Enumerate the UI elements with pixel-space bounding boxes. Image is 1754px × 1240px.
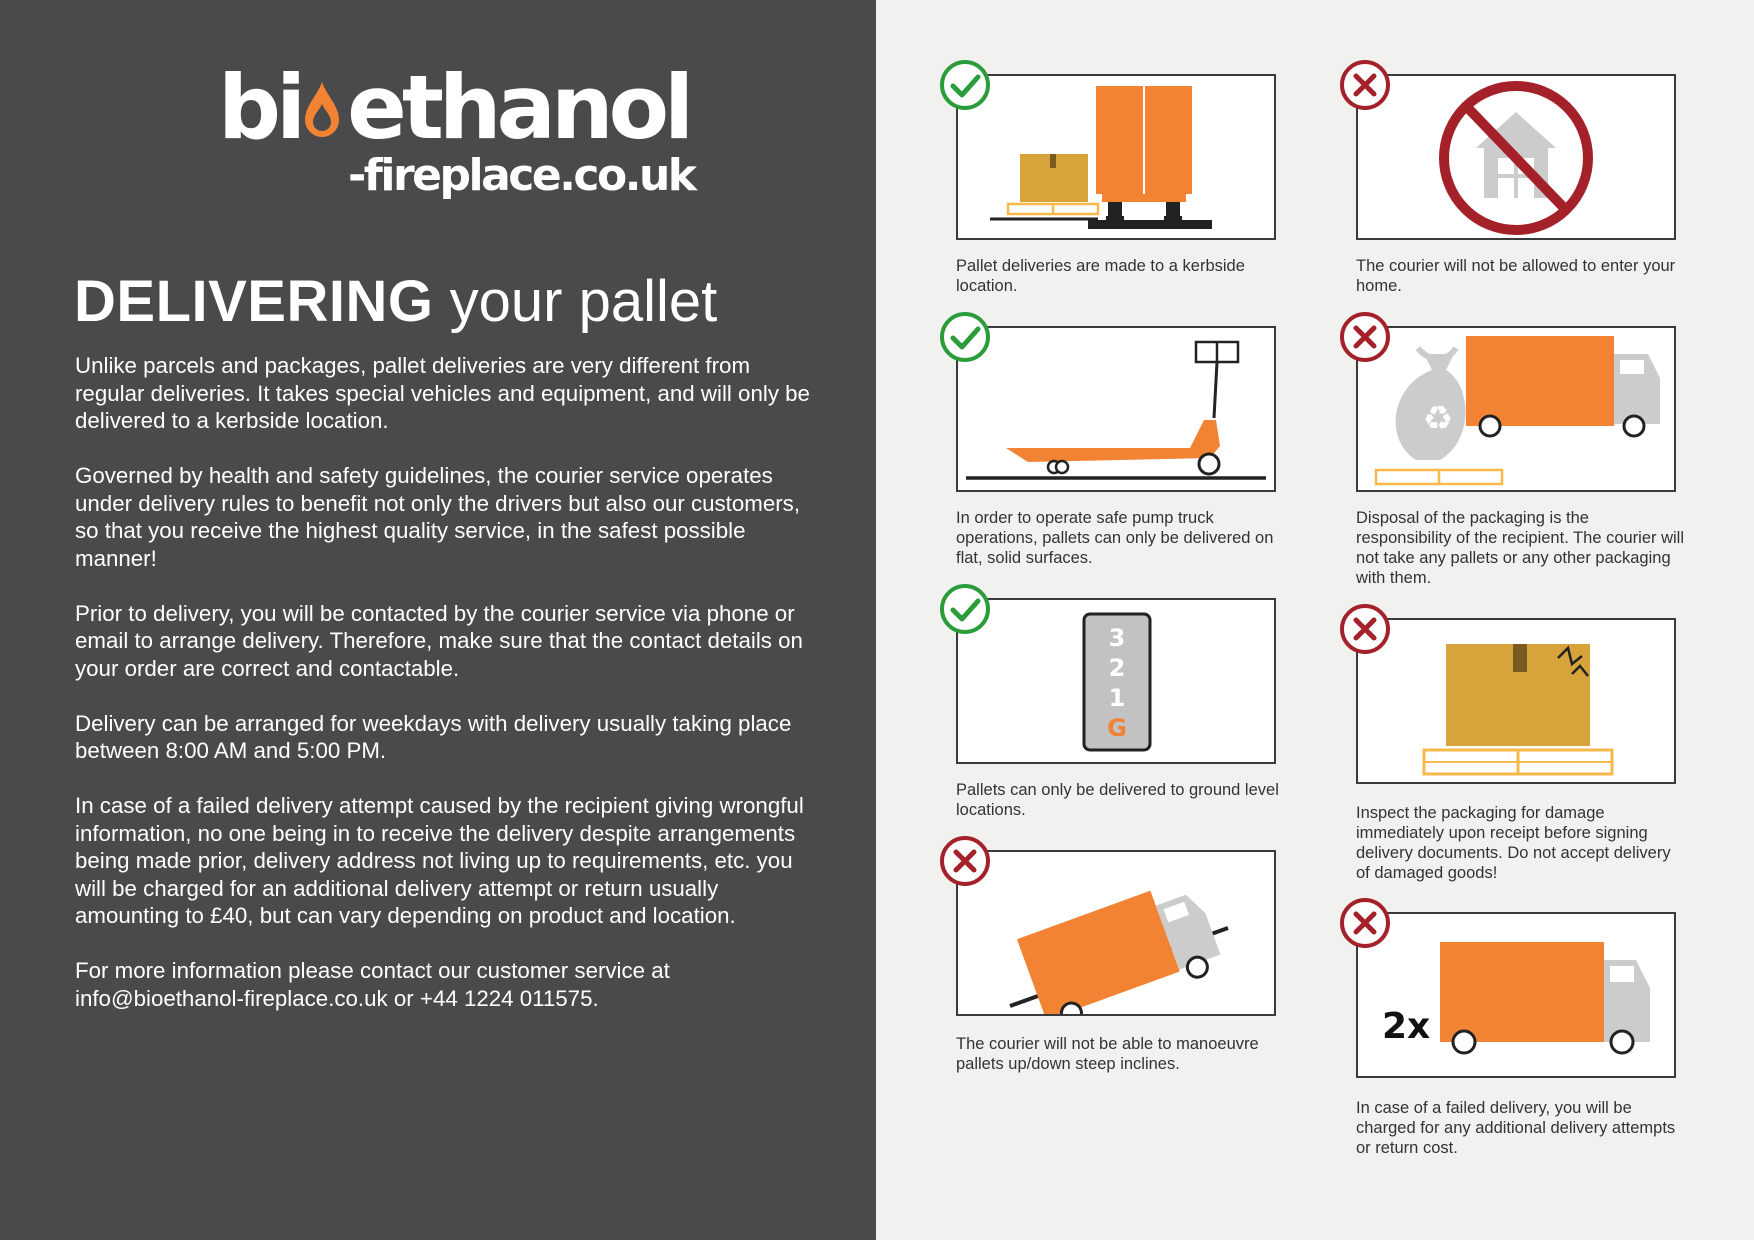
paragraph-more-info: For more information please contact our customer service at info@bioethanol-fireplace.co.uk or +44 1224 011575. <box>75 958 670 1011</box>
contact-phone[interactable]: +44 1224 011575 <box>419 985 593 1011</box>
logo-wordmark <box>218 56 690 159</box>
floor-label: 3 <box>1108 624 1126 652</box>
rule-panel-ground-level <box>956 598 1276 764</box>
rule-caption: Disposal of the packaging is the responsibility of the recipient. The courier will not take any pallets or any other packaging with them. <box>1356 509 1685 587</box>
logo-text-ethanol: ethanol <box>347 56 690 159</box>
rule-panel-pump-truck <box>956 326 1276 492</box>
damaged-box-icon <box>1358 620 1674 782</box>
info-column <box>0 0 876 1240</box>
failed-delivery-icon <box>1358 914 1674 1076</box>
flame-drop-icon <box>303 80 341 140</box>
cross-icon <box>1338 602 1392 656</box>
brand-logo <box>218 56 695 214</box>
no-entry-home-icon <box>1358 76 1674 238</box>
cross-icon <box>1338 58 1392 112</box>
check-icon <box>938 582 992 636</box>
kerbside-pallet-icon <box>958 76 1274 238</box>
floor-label-ground: G <box>1107 714 1127 742</box>
rule-caption: The courier will not be allowed to enter your home. <box>1356 257 1676 295</box>
title-light: your pallet <box>449 269 718 334</box>
rule-caption: Pallets can only be delivered to ground level locations. <box>956 781 1279 819</box>
paragraph-contact: Prior to delivery, you will be contacted by the courier service via phone or email to arrange delivery. Therefore, make sure that the contact details on your order are correct and contactable. <box>75 600 803 681</box>
logo-domain: -fireplace.co.uk <box>348 150 695 201</box>
body-copy <box>75 352 825 1040</box>
pump-truck-icon <box>958 328 1274 490</box>
svg-text:♻: ♻ <box>1422 399 1454 439</box>
cross-icon <box>938 834 992 888</box>
rule-panel-incline <box>956 850 1276 1016</box>
paragraph-rules: Governed by health and safety guidelines, the courier service operates under delivery rules to benefit not only the drivers but also our customers, so that you receive the highest quality service, in the safest possible manner! <box>75 463 801 571</box>
rule-panel-no-entry <box>1356 74 1676 240</box>
multiplier-label: 2x <box>1382 1006 1431 1047</box>
title-bold: DELIVERING <box>74 269 434 334</box>
cross-icon <box>1338 896 1392 950</box>
rule-panel-failed-delivery <box>1356 912 1676 1078</box>
paragraph-failed: In case of a failed delivery attempt caused by the recipient giving wrongful information, no one being in to receive the delivery despite arrangements being made prior, delivery address not living up to requirements, etc. you will be charged for an additional delivery attempt or return usually amounting to £40, but can vary depending on product and location. <box>75 793 804 928</box>
contact-email[interactable]: info@bioethanol-fireplace.co.uk <box>75 985 388 1011</box>
packaging-disposal-icon <box>1358 328 1674 490</box>
paragraph-intro: Unlike parcels and packages, pallet deliveries are very different from regular deliveries. It takes special vehicles and equipment, and will only be delivered to a kerbside location. <box>75 353 810 433</box>
check-icon <box>938 310 992 364</box>
rule-caption: In order to operate safe pump truck operations, pallets can only be delivered on flat, solid surfaces. <box>956 509 1274 567</box>
rule-caption: Pallet deliveries are made to a kerbside location. <box>956 257 1245 295</box>
floor-label: 1 <box>1108 684 1126 712</box>
rule-panel-kerbside <box>956 74 1276 240</box>
ground-floor-icon <box>958 600 1274 762</box>
logo-text-bi: bi <box>218 56 302 159</box>
rule-panel-packaging <box>1356 326 1676 492</box>
rule-caption: Inspect the packaging for damage immediately upon receipt before signing delivery documents. Do not accept delivery of damaged goods! <box>1356 804 1671 882</box>
rule-caption: The courier will not be able to manoeuvre pallets up/down steep inclines. <box>956 1035 1259 1073</box>
check-icon <box>938 58 992 112</box>
rule-caption: In case of a failed delivery, you will be charged for any additional delivery attempts or return cost. <box>1356 1099 1676 1157</box>
rules-column <box>876 0 1754 1240</box>
steep-incline-icon <box>958 852 1274 1014</box>
page-title <box>74 268 717 336</box>
cross-icon <box>1338 310 1392 364</box>
rule-panel-damage <box>1356 618 1676 784</box>
paragraph-times: Delivery can be arranged for weekdays with delivery usually taking place between 8:00 AM and 5:00 PM. <box>75 710 792 763</box>
floor-label: 2 <box>1108 654 1126 682</box>
